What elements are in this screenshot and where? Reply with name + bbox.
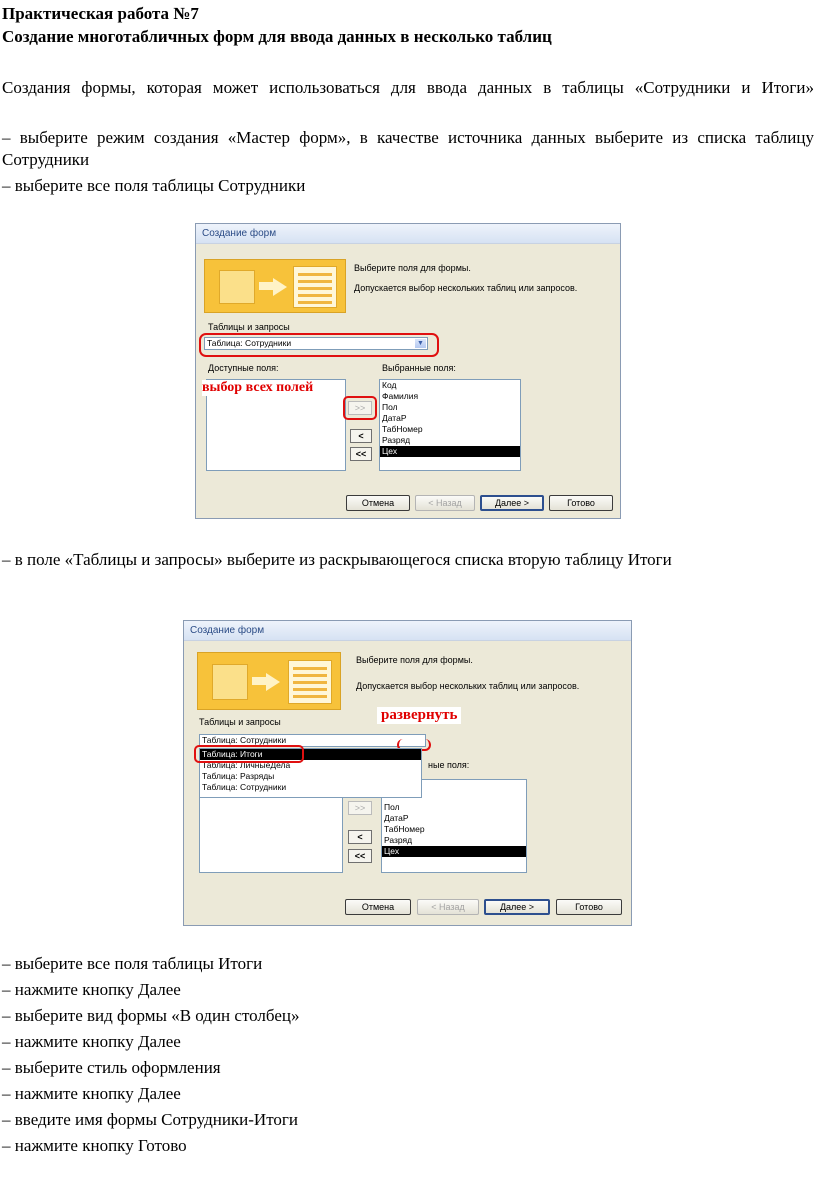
- intro-paragraph: Создания формы, которая может использоваться для ввода данных в таблицы «Сотрудники и Итоги»: [2, 78, 814, 97]
- list-item[interactable]: Код: [382, 380, 397, 390]
- back-button[interactable]: < Назад: [417, 899, 479, 915]
- list-item[interactable]: ДатаР: [384, 813, 409, 823]
- final-step: – нажмите кнопку Далее: [2, 1084, 181, 1103]
- hint-multiple-tables: Допускается выбор нескольких таблиц или запросов.: [354, 283, 578, 293]
- dropdown-option[interactable]: Таблица: ЛичныеДела: [202, 760, 291, 770]
- step-1: – выберите режим создания «Мастер форм», в качестве источника данных выберите из списка таблицу Сотрудники: [2, 128, 814, 169]
- page-title: Практическая работа №7: [2, 4, 199, 23]
- final-step: – выберите все поля таблицы Итоги: [2, 954, 263, 973]
- cancel-button[interactable]: Отмена: [346, 495, 410, 511]
- cancel-button[interactable]: Отмена: [345, 899, 411, 915]
- step-2: – выберите все поля таблицы Сотрудники: [2, 176, 306, 195]
- finish-button[interactable]: Готово: [556, 899, 622, 915]
- tables-queries-label: Таблицы и запросы: [199, 717, 281, 727]
- final-step: – выберите вид формы «В один столбец»: [2, 1006, 300, 1025]
- chevron-down-icon[interactable]: ▼: [415, 339, 426, 348]
- list-item[interactable]: Фамилия: [382, 391, 419, 401]
- highlight-ring-itogi: [194, 745, 304, 763]
- remove-all-button[interactable]: <<: [348, 849, 372, 863]
- remove-one-button[interactable]: <: [350, 429, 372, 443]
- list-item-selected[interactable]: Цех: [382, 846, 526, 857]
- list-item[interactable]: Разряд: [382, 435, 411, 445]
- selected-fields-label: Выбранные поля:: [382, 363, 456, 373]
- finish-button[interactable]: Готово: [549, 495, 613, 511]
- step-3: – в поле «Таблицы и запросы» выберите из раскрывающегося списка вторую таблицу Итоги: [2, 550, 672, 569]
- list-item[interactable]: Разряд: [384, 835, 413, 845]
- dialog-title: Создание форм: [196, 224, 620, 244]
- combo-value: Таблица: Сотрудники: [202, 735, 287, 745]
- dropdown-option[interactable]: Таблица: Разряды: [202, 771, 275, 781]
- highlight-ring: [199, 333, 439, 357]
- form-wizard-dialog-1: [195, 223, 621, 519]
- final-step: – нажмите кнопку Далее: [2, 980, 181, 999]
- wizard-illustration-icon: [197, 652, 341, 710]
- list-item[interactable]: Пол: [384, 802, 400, 812]
- next-button[interactable]: Далее >: [480, 495, 544, 511]
- final-step: – выберите стиль оформления: [2, 1058, 221, 1077]
- selected-fields-label: ные поля:: [428, 760, 470, 770]
- back-button[interactable]: < Назад: [415, 495, 475, 511]
- annotation-select-all: выбор всех полей: [202, 380, 314, 395]
- next-button[interactable]: Далее >: [484, 899, 550, 915]
- form-wizard-dialog-2: [183, 620, 632, 926]
- tables-queries-label: Таблицы и запросы: [208, 322, 290, 332]
- remove-all-button[interactable]: <<: [350, 447, 372, 461]
- combo-value: Таблица: Сотрудники: [207, 338, 292, 348]
- page-subtitle: Создание многотабличных форм для ввода данных в несколько таблиц: [2, 27, 552, 46]
- highlight-ring-add-all: [343, 396, 377, 420]
- hint-multiple-tables: Допускается выбор нескольких таблиц или запросов.: [356, 681, 580, 691]
- selected-fields-list[interactable]: [379, 379, 521, 471]
- annotation-expand: развернуть: [377, 707, 461, 724]
- final-step: – нажмите кнопку Далее: [2, 1032, 181, 1051]
- add-all-button[interactable]: >>: [348, 401, 372, 415]
- wizard-illustration-icon: [204, 259, 346, 313]
- available-fields-label: Доступные поля:: [208, 363, 279, 373]
- list-item[interactable]: ДатаР: [382, 413, 407, 423]
- list-item[interactable]: Пол: [382, 402, 398, 412]
- remove-one-button[interactable]: <: [348, 830, 372, 844]
- dialog-title: Создание форм: [184, 621, 631, 641]
- final-step: – нажмите кнопку Готово: [2, 1136, 187, 1155]
- dropdown-option[interactable]: Таблица: Сотрудники: [202, 782, 287, 792]
- list-item[interactable]: ТабНомер: [384, 824, 425, 834]
- hint-select-fields: Выберите поля для формы.: [356, 655, 473, 665]
- hint-select-fields: Выберите поля для формы.: [354, 263, 471, 273]
- dropdown-option[interactable]: Таблица: Итоги: [200, 749, 421, 760]
- add-all-button[interactable]: >>: [348, 801, 372, 815]
- list-item-selected[interactable]: Цех: [380, 446, 520, 457]
- list-item[interactable]: ТабНомер: [382, 424, 423, 434]
- final-step: – введите имя формы Сотрудники-Итоги: [2, 1110, 298, 1129]
